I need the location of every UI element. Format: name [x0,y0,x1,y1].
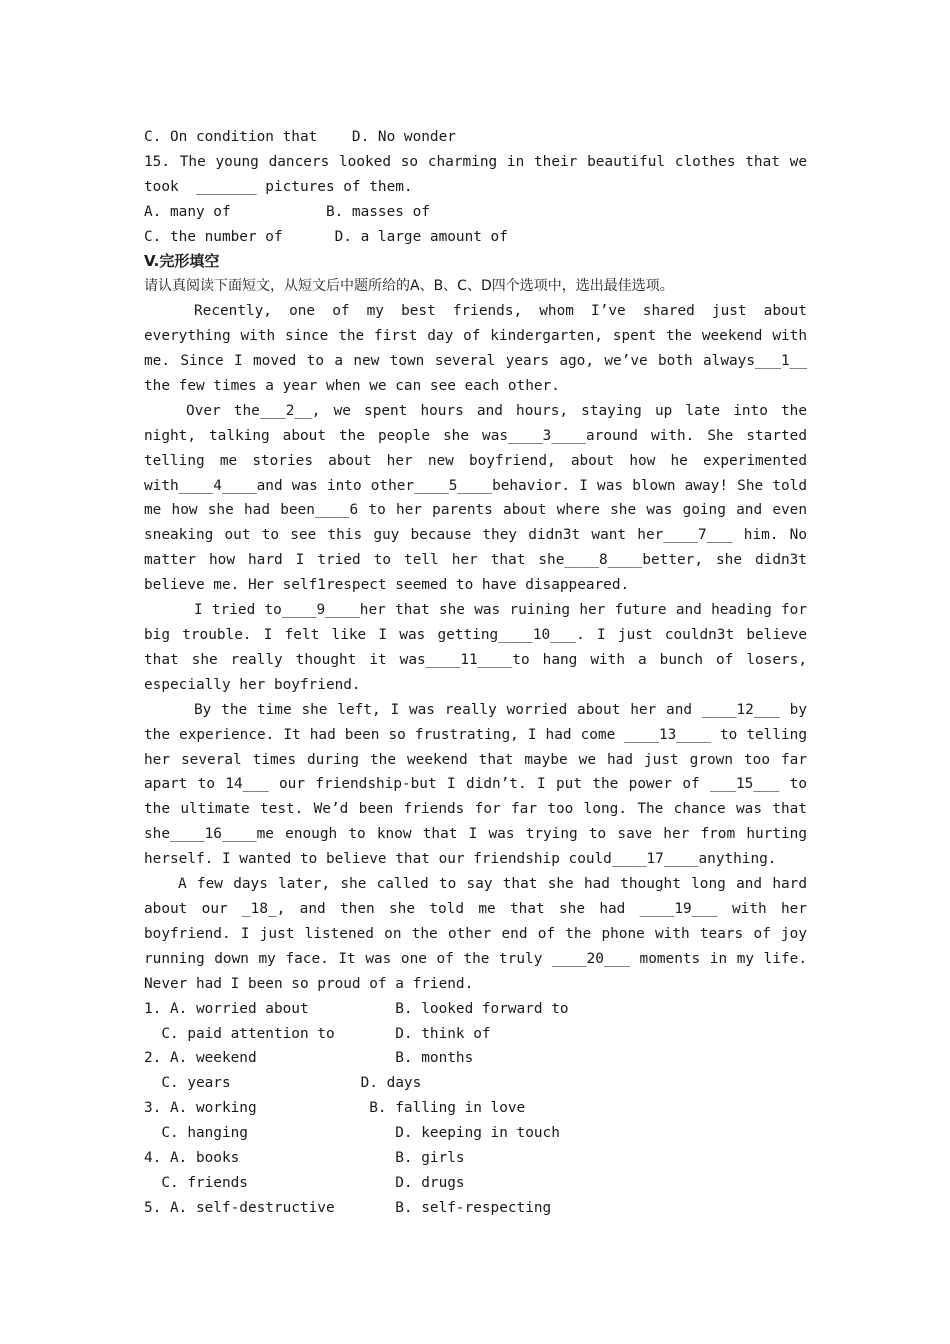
question-15-options-cd: C. the number of D. a large amount of [144,228,508,245]
option-line: 4. A. books B. girls [144,1149,465,1166]
passage-paragraph-1: Recently, one of my best friends, whom I’ve shared just about everything with since the first day of kindergarten, spent the weekend with me. Since I moved to a new town several years ago, we’ve both always___1__ the few times a year when we can see each other. [144,303,807,394]
passage-paragraph-5: A few days later, she called to say that she had thought long and hard about our _18_, and then she told me that she had ____19___ with her boyfriend. I just listened on the other end of the phone with tears of joy running down my face. It was one of the truly ____20___ moments in my life. Never had I been so proud of a friend. [144,876,807,992]
section-instruction: 请认真阅读下面短文，从短文后中题所给的A、B、C、D四个选项中，选出最佳选项。 [144,278,674,295]
question-15-line-2: took _______ pictures of them. [144,178,413,195]
passage-paragraph-3: I tried to____9____her that she was ruining her future and heading for big trouble. I felt like I was getting____10___. I just couldn3t believe that she really thought it was____11____to hang with a bunch of losers, especially her boyfriend. [144,602,807,693]
question-15-line-1: 15. The young dancers looked so charming in their beautiful clothes that we [144,153,807,170]
option-line: 2. A. weekend B. months [144,1050,474,1067]
section-heading: V.完形填空 [144,252,220,271]
passage-paragraph-4: By the time she left, I was really worried about her and ____12___ by the experience. It had been so frustrating, I had come ____13____ to telling her several times during the weekend that maybe we had just grown too far apart to 14___ our friendship-but I didn’t. I put the power of ___15___ to the ultimate test. We’d been friends for far too long. The chance was that she____16____me enough to know that I was trying to save her from hurting herself. I wanted to believe that our friendship could____17____anything. [144,701,807,868]
option-line: C. On condition that D. No wonder [144,129,456,145]
option-line: C. hanging D. keeping in touch [144,1125,560,1142]
passage-paragraph-2: Over the___2__, we spent hours and hours, staying up late into the night, talking about the people she was____3____around with. She started telling me stories about her new boyfriend, about how he experimented with____4____and was into other____5____behavior. I was blown away! She told me how she had been____6 to her parents about where she was going and even sneaking out to see this guy because they didn3t want her____7___ him. No matter how hard I tried to tell her that she____8____better, she didn3t believe me. Her self1respect seemed to have disappeared. [144,402,807,594]
option-line: C. paid attention to D. think of [144,1025,491,1042]
option-line: 5. A. self-destructive B. self-respecting [144,1199,552,1216]
question-15-options-ab: A. many of B. masses of [144,203,430,220]
option-line: C. friends D. drugs [144,1174,465,1191]
document-page [144,125,807,1221]
option-line: 1. A. worried about B. looked forward to [144,1000,569,1017]
option-line: 3. A. working B. falling in love [144,1100,526,1117]
option-line: C. years D. days [144,1075,422,1092]
